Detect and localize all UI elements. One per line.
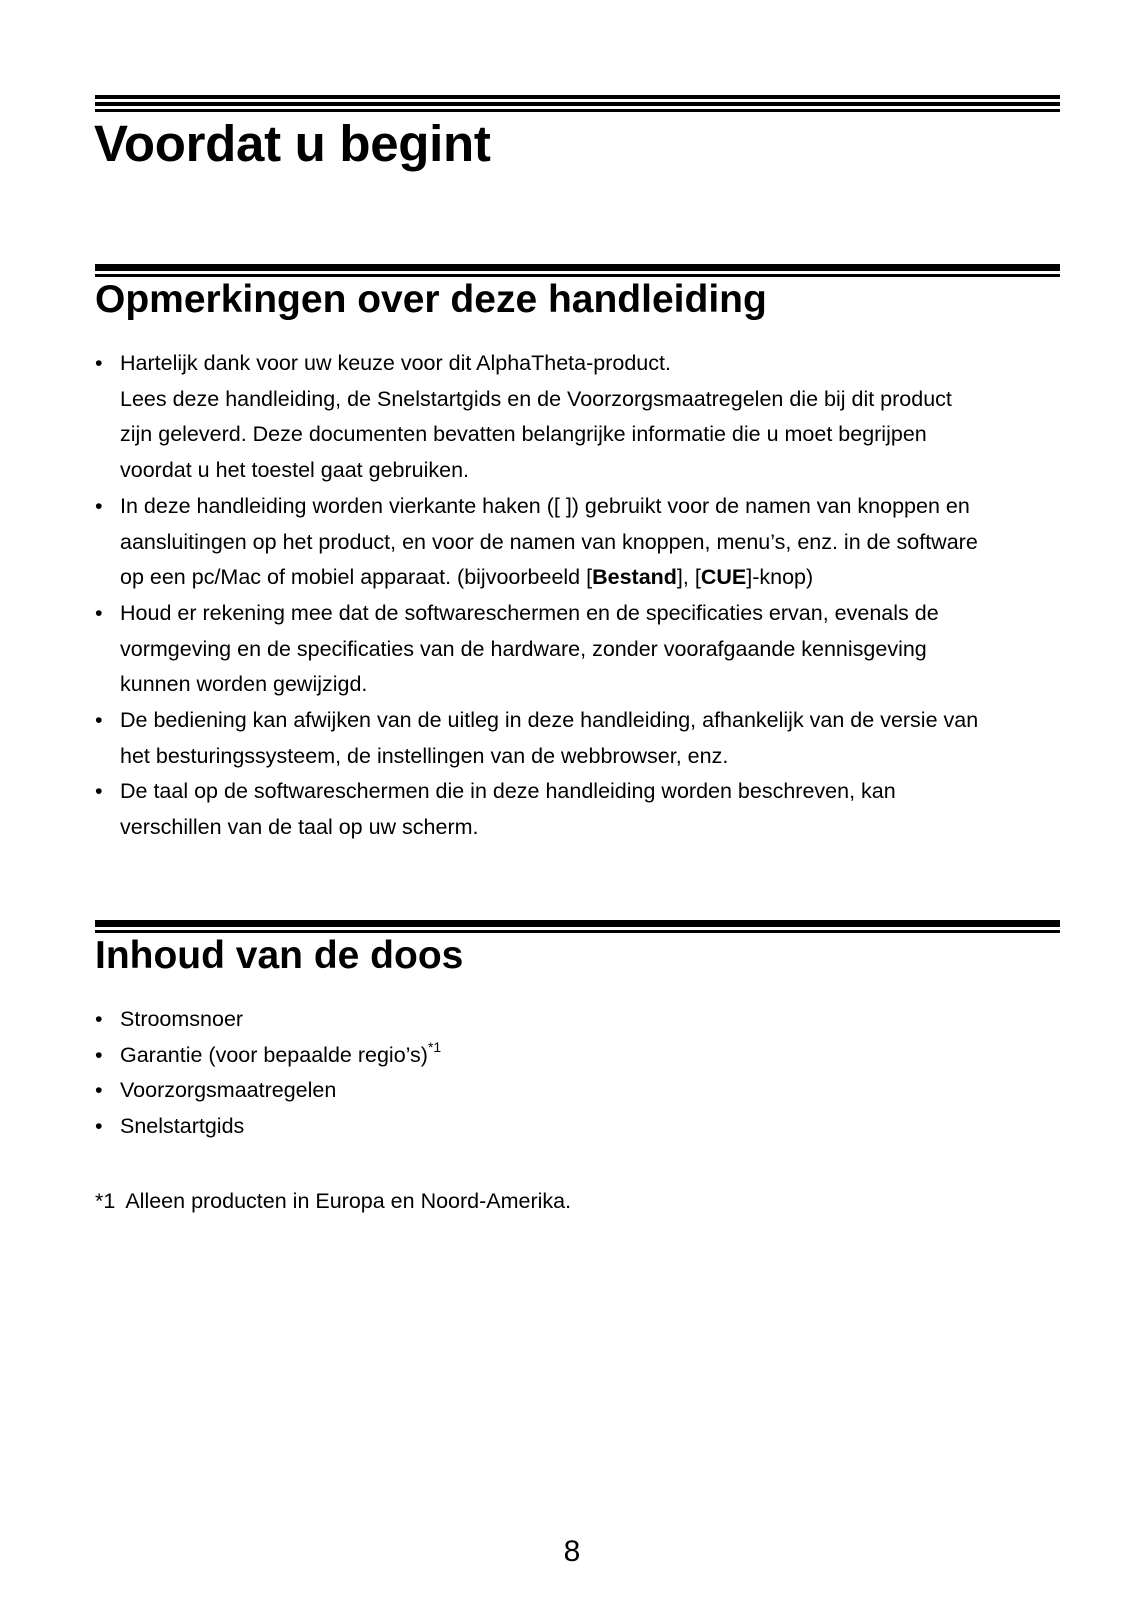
list-item-line: zijn geleverd. Deze documenten bevatten belangrijke informatie die u moet begrijpen	[120, 422, 927, 447]
list-item-line: verschillen van de taal op uw scherm.	[120, 815, 479, 840]
rule-line	[95, 95, 1060, 99]
list-item	[95, 1073, 1065, 1109]
list-item-line: aansluitingen op het product, en voor de namen van knoppen, menu’s, enz. in de software	[120, 529, 978, 554]
bullet-icon: •	[95, 351, 103, 375]
list-item	[95, 596, 1065, 703]
notes-list	[95, 346, 1065, 846]
bullet-icon: •	[95, 600, 103, 625]
list-item-line	[120, 1038, 1065, 1074]
list-item	[95, 489, 1065, 596]
list-item-line: kunnen worden gewijzigd.	[120, 672, 368, 697]
contents-list	[95, 1002, 1065, 1145]
list-item-line: voordat u het toestel gaat gebruiken.	[120, 458, 470, 483]
bullet-icon: •	[95, 493, 103, 518]
example-text: ]-knop)	[746, 565, 814, 590]
button-name-bestand: Bestand	[592, 565, 677, 590]
list-item-line: Stroomsnoer	[120, 1007, 244, 1031]
section-rule	[95, 264, 1060, 277]
list-item-text: Garantie (voor bepaalde regio’s)	[120, 1042, 428, 1067]
list-item-line: Lees deze handleiding, de Snelstartgids en de Voorzorgsmaatregelen die bij dit product	[120, 386, 952, 411]
example-text: ], [	[676, 565, 701, 590]
bullet-icon: •	[95, 779, 103, 804]
chapter-title: Voordat u begint	[94, 115, 491, 172]
list-item-line: Hartelijk dank voor uw keuze voor dit AlphaTheta-product.	[120, 351, 671, 375]
list-item-line: Snelstartgids	[120, 1114, 245, 1139]
section-title-notes: Opmerkingen over deze handleiding	[95, 278, 767, 321]
rule-line	[95, 920, 1060, 927]
chapter-rule	[95, 95, 1060, 113]
list-item-line: vormgeving en de specificaties van de hardware, zonder voorafgaande kennisgeving	[120, 636, 927, 661]
list-item	[95, 774, 1065, 845]
list-item-line: Voorzorgsmaatregelen	[120, 1078, 337, 1103]
rule-line	[95, 109, 1060, 112]
list-item	[95, 1109, 1065, 1145]
rule-line	[95, 102, 1060, 106]
bullet-icon: •	[95, 1078, 103, 1103]
list-item	[95, 1002, 1065, 1038]
page-number: 8	[563, 1535, 581, 1568]
list-item	[95, 703, 1065, 774]
rule-line	[95, 930, 1060, 933]
bullet-icon: •	[95, 1042, 103, 1067]
rule-line	[95, 274, 1060, 277]
list-item-line: De taal op de softwareschermen die in deze handleiding worden beschreven, kan	[120, 779, 896, 804]
footnote-reference: *1	[427, 1038, 442, 1055]
footnote-mark: *1	[95, 1189, 116, 1213]
bullet-icon: •	[95, 708, 103, 733]
list-item-example-line	[120, 560, 1065, 596]
list-item-line: In deze handleiding worden vierkante haken ([ ]) gebruikt voor de namen van knoppen en	[120, 493, 970, 518]
list-item-line: Houd er rekening mee dat de softwareschermen en de specificaties ervan, evenals de	[120, 600, 939, 625]
rule-line	[95, 264, 1060, 271]
section-rule	[95, 920, 1060, 933]
bullet-icon: •	[95, 1114, 103, 1139]
example-text: op een pc/Mac of mobiel apparaat. (bijvoorbeeld [	[120, 565, 593, 590]
footnote-text: Alleen producten in Europa en Noord-Amerika.	[125, 1189, 572, 1213]
footnote	[95, 1186, 571, 1216]
list-item	[95, 1038, 1065, 1074]
button-name-cue: CUE	[700, 565, 747, 590]
list-item	[95, 346, 1065, 489]
list-item-line: De bediening kan afwijken van de uitleg in deze handleiding, afhankelijk van de versie van	[120, 708, 979, 733]
bullet-icon: •	[95, 1007, 103, 1031]
section-title-contents: Inhoud van de doos	[95, 934, 464, 977]
list-item-line: het besturingssysteem, de instellingen van de webbrowser, enz.	[120, 743, 729, 768]
